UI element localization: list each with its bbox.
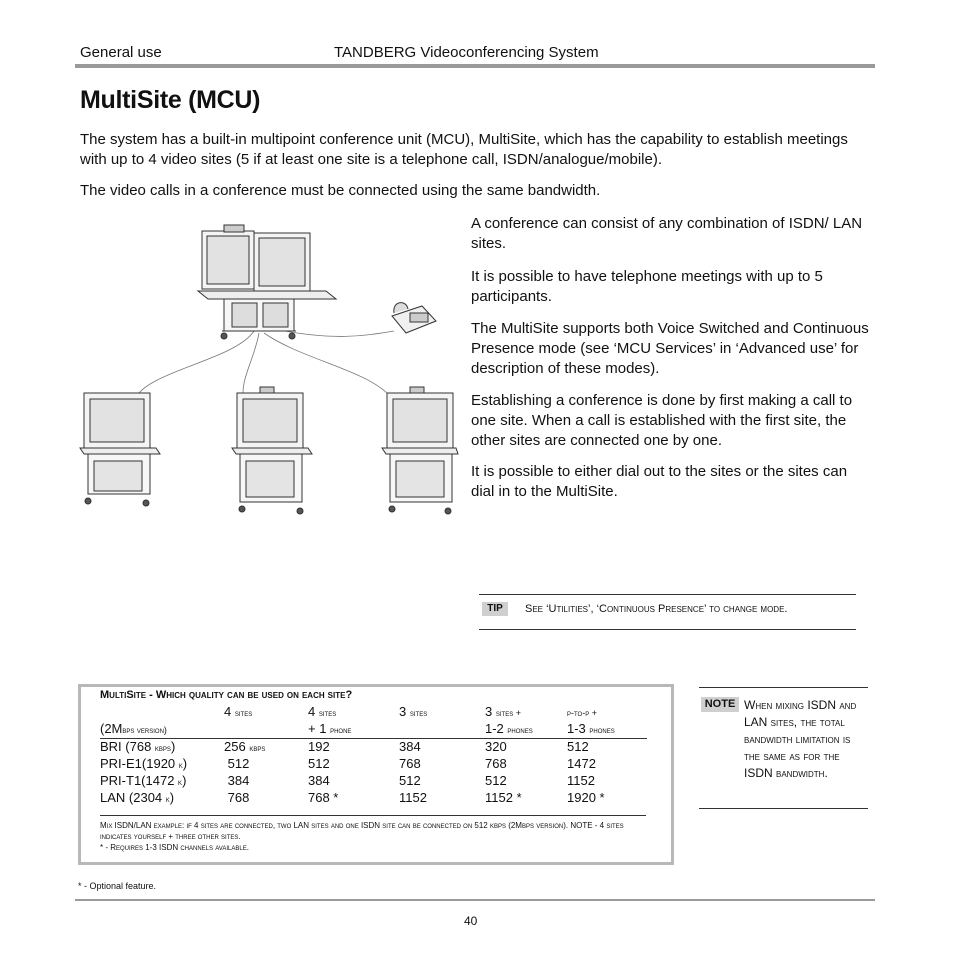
tip-bottom-rule [479, 629, 856, 630]
site-system-icon-left [80, 393, 160, 506]
table-notes-rule [100, 815, 646, 816]
table-header-row-1: 4 sites 4 sites 3 sites 3 sites + p-to-p + [224, 704, 597, 719]
footer-rule [75, 899, 875, 901]
page-title: MultiSite (MCU) [80, 86, 261, 114]
column-paragraph-5: It is possible to either dial out to the sites or the sites can dial in to the MultiSite. [471, 463, 848, 500]
column-paragraph-2: It is possible to have telephone meetings with up to 5 participants. [471, 268, 823, 305]
site-system-icon-middle [232, 387, 312, 514]
column-paragraph-4: Establishing a conference is done by first making a call to one site. When a call is established with the first site, the other sites are connected one by one. [471, 392, 853, 449]
site-system-icon-right [382, 387, 458, 514]
table-header-row-2: (2Mbps version) + 1 phone 1-2 phones 1-3 phones [100, 721, 647, 739]
table-row: PRI-T1(1472 k) 384 384 512 512 1152 [100, 773, 595, 788]
table-row: BRI (768 kbps) 256 kbps 192 384 320 512 [100, 739, 589, 754]
page-number: 40 [464, 914, 478, 928]
note-badge: NOTE [701, 697, 739, 712]
tip-badge: TIP [482, 602, 508, 616]
note-top-rule [699, 687, 868, 688]
header-rule [75, 64, 875, 68]
note-text: When mixing ISDN and LAN sites, the total bandwidth limitation is the same as for the ISDN bandwidth. [744, 698, 857, 780]
table-title: MultiSite - Which quality can be used on each site? [100, 689, 353, 701]
table-row: PRI-E1(1920 k) 512 512 768 768 1472 [100, 756, 596, 771]
note-bottom-rule [699, 808, 868, 809]
main-system-icon [198, 225, 336, 339]
telephone-icon [392, 303, 436, 333]
tip-text: See ‘Utilities’, ‘Continuous Presence’ to change mode. [525, 603, 788, 615]
table-notes [100, 820, 640, 853]
footnote: * - Optional feature. [78, 881, 157, 891]
table-row: LAN (2304 k) 768 768 * 1152 1152 * 1920 * [100, 790, 605, 805]
intro-paragraph-1: The system has a built-in multipoint conference unit (MCU), MultiSite, which has the capability to establish meetings with up to 4 video sites (5 if at least one site is a telephone call, ISDN/analogue/mobile). [80, 131, 848, 168]
quality-table [100, 704, 647, 807]
column-paragraph-3: The MultiSite supports both Voice Switched and Continuous Presence mode (see ‘MCU Services’ in ‘Advanced use’ for description of these modes). [471, 320, 869, 377]
table-note-mix: Mix ISDN/LAN example: if 4 sites are connected, two LAN sites and one ISDN site can be connected on 512 kbps (2Mbps version). NOTE - 4 sites indicates yourself + three other sites. [100, 821, 624, 841]
header-section: General use [80, 44, 162, 61]
column-paragraph-1: A conference can consist of any combination of ISDN/ LAN sites. [471, 215, 863, 252]
multisite-illustration [74, 221, 459, 521]
header-product: TANDBERG Videoconferencing System [334, 44, 599, 61]
table-note-requires: * - Requires 1-3 ISDN channels available. [100, 843, 249, 852]
intro-paragraph-2: The video calls in a conference must be connected using the same bandwidth. [80, 182, 601, 199]
tip-top-rule [479, 594, 856, 595]
